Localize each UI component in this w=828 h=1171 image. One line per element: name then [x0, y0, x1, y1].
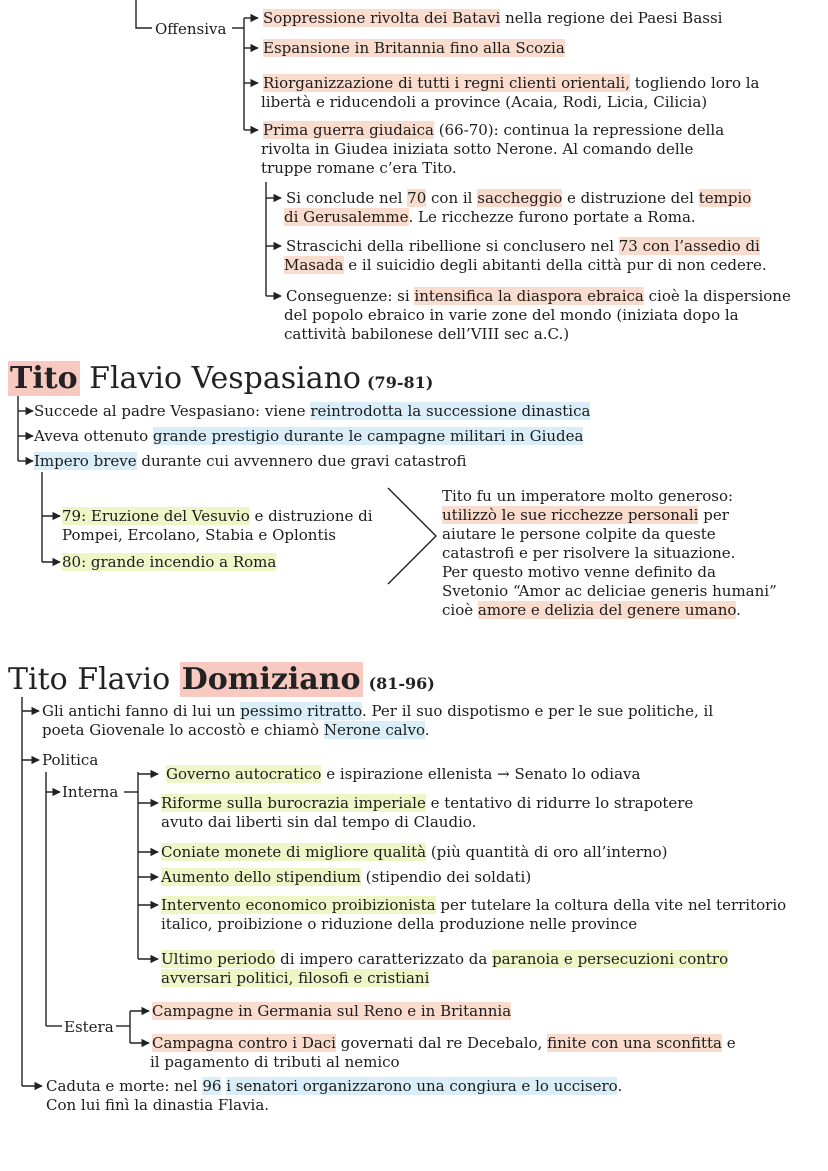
- highlight: 70: [407, 189, 427, 207]
- domiziano-item-ritratto-l2: [42, 721, 430, 740]
- offensive-item-regni: [263, 74, 760, 93]
- title-text: Flavio Vespasiano: [79, 361, 361, 396]
- text: poeta Giovenale lo accostò e chiamò: [42, 721, 324, 739]
- text: cioè la dispersione: [643, 287, 791, 305]
- offensive-item-batavi: [263, 9, 722, 28]
- highlight: Governo autocratico: [166, 765, 322, 783]
- offensive-item-guerra: [263, 121, 724, 140]
- text: (stipendio dei soldati): [360, 868, 532, 886]
- interna-label: Interna: [62, 783, 119, 801]
- highlight: utilizzò le sue ricchezze personali: [442, 506, 699, 524]
- text: nella regione dei Paesi Bassi: [500, 9, 723, 27]
- text: con il: [426, 189, 478, 207]
- highlight: 79: Eruzione del Vesuvio: [62, 507, 250, 525]
- tito-note-l6: Svetonio “Amor ac deliciae generis humani”: [442, 582, 777, 600]
- title-years: (79-81): [366, 373, 434, 392]
- text: Si conclude nel: [286, 189, 408, 207]
- text: Conseguenze: si: [286, 287, 415, 305]
- text: (66-70): continua la repressione della: [433, 121, 725, 139]
- text: .: [617, 1077, 623, 1095]
- domiziano-item-morte-l2: Con lui finì la dinastia Flavia.: [46, 1096, 270, 1114]
- tito-note-l4: catastrofi e per risolvere la situazione.: [442, 544, 736, 562]
- text: Gli antichi fanno di lui un: [42, 702, 241, 720]
- offensive-item-guerra-l2: rivolta in Giudea iniziata sotto Nerone. Al comando delle: [261, 140, 694, 158]
- text: e: [721, 1034, 736, 1052]
- highlight: intensifica la diaspora ebraica: [414, 287, 644, 305]
- text: governati dal re Decebalo,: [335, 1034, 548, 1052]
- highlight: amore e delizia del genere umano: [477, 601, 737, 619]
- tito-note-l2: [442, 506, 729, 525]
- text: . Le ricchezze furono portate a Roma.: [408, 208, 696, 226]
- text: e il suicidio degli abitanti della città pur di non cedere.: [343, 256, 767, 274]
- highlight: 73 con l’assedio di: [618, 237, 760, 255]
- sub-item-70: [286, 189, 751, 208]
- text: . Per il suo dispotismo e per le sue politiche, il: [361, 702, 714, 720]
- highlight: Prima guerra giudaica: [263, 121, 434, 139]
- text: di impero caratterizzato da: [275, 950, 493, 968]
- highlight: i senatori organizzarono una congiura e lo uccisero: [226, 1077, 618, 1095]
- title-highlight: Tito: [10, 361, 78, 396]
- text: Succede al padre Vespasiano: viene: [34, 402, 311, 420]
- highlight: 96: [202, 1077, 222, 1095]
- sub-item-73-l2: [284, 256, 767, 275]
- highlight: Intervento economico proibizionista: [161, 896, 436, 914]
- highlight: Impero breve: [34, 452, 137, 470]
- text: cioè: [442, 601, 478, 619]
- title-highlight: Domiziano: [181, 662, 361, 697]
- tito-catastrofe-incendio: [62, 553, 276, 572]
- text: e tentativo di ridurre lo strapotere: [425, 794, 694, 812]
- highlight: reintrodotta la successione dinastica: [310, 402, 591, 420]
- text: per: [698, 506, 729, 524]
- sub-item-conseguenze-l3: cattività babilonese dell’VIII sec a.C.): [284, 325, 570, 343]
- politica-label: Politica: [42, 751, 99, 769]
- interna-item-riforme-l2: avuto dai liberti sin dal tempo di Claudio.: [161, 813, 477, 831]
- domiziano-item-morte: [46, 1077, 622, 1096]
- highlight: Nerone calvo: [323, 721, 425, 739]
- text: Aveva ottenuto: [34, 427, 153, 445]
- text: durante cui avvennero due gravi catastrofi: [136, 452, 467, 470]
- tito-note-l7: [442, 601, 741, 620]
- highlight: Riforme sulla burocrazia imperiale: [161, 794, 426, 812]
- text: togliendo loro la: [630, 74, 760, 92]
- tito-item-prestigio: [34, 427, 583, 446]
- text: (più quantità di oro all’interno): [426, 843, 668, 861]
- highlight: Ultimo periodo: [161, 950, 276, 968]
- offensive-item-guerra-l3: truppe romane c’era Tito.: [261, 159, 457, 177]
- text: .: [736, 601, 741, 619]
- interna-item-intervento-l2: italico, proibizione o riduzione della produzione nelle province: [161, 915, 638, 933]
- highlight: Espansione in Britannia fino alla Scozia: [263, 39, 565, 57]
- interna-item-ultimo: [161, 950, 728, 969]
- tito-catastrofe-vesuvio-l2: Pompei, Ercolano, Stabia e Oplontis: [62, 526, 336, 544]
- interna-item-monete: [161, 843, 668, 862]
- text: per tutelare la coltura della vite nel territorio: [435, 896, 787, 914]
- estera-item-daci-l2: il pagamento di tributi al nemico: [150, 1053, 400, 1071]
- offensiva-label: Offensiva: [155, 20, 227, 38]
- sub-item-73: [286, 237, 760, 256]
- highlight: Soppressione rivolta dei Batavi: [263, 9, 501, 27]
- interna-item-ultimo-l2: [161, 969, 429, 988]
- text: Strascichi della ribellione si conclusero nel: [286, 237, 619, 255]
- highlight: Riorganizzazione di tutti i regni clienti orientali,: [263, 74, 630, 92]
- highlight: Masada: [284, 256, 344, 274]
- offensive-item-regni-cont: libertà e riducendoli a province (Acaia, Rodi, Licia, Cilicia): [261, 93, 708, 111]
- highlight: 80: grande incendio a Roma: [62, 553, 277, 571]
- text: e distruzione del: [562, 189, 699, 207]
- interna-item-intervento: [161, 896, 786, 915]
- text: Caduta e morte: nel: [46, 1077, 203, 1095]
- highlight: Coniate monete di migliore qualità: [161, 843, 427, 861]
- text: .: [424, 721, 430, 739]
- tito-note-l5: Per questo motivo venne definito da: [442, 563, 716, 581]
- text: e distruzione di: [249, 507, 373, 525]
- sub-item-conseguenze-l2: del popolo ebraico in varie zone del mondo (iniziata dopo la: [284, 306, 739, 324]
- highlight: di Gerusalemme: [284, 208, 409, 226]
- highlight: avversari politici, filosofi e cristiani: [161, 969, 430, 987]
- highlight: grande prestigio durante le campagne militari in Giudea: [152, 427, 584, 445]
- highlight: Campagne in Germania sul Reno e in Britannia: [152, 1002, 512, 1020]
- highlight: paranoia e persecuzioni contro: [492, 950, 729, 968]
- interna-item-riforme: [161, 794, 693, 813]
- domiziano-item-ritratto: [42, 702, 713, 721]
- highlight: pessimo ritratto: [240, 702, 362, 720]
- tito-item-impero-breve: [34, 452, 467, 471]
- estera-item-daci: [152, 1034, 736, 1053]
- text: e ispirazione ellenista → Senato lo odiava: [321, 765, 641, 783]
- highlight: saccheggio: [477, 189, 563, 207]
- tito-item-successione: [34, 402, 590, 421]
- sub-item-conseguenze: [286, 287, 791, 306]
- sub-item-70-l2: [284, 208, 696, 227]
- interna-item-stipendium: [161, 868, 531, 887]
- highlight: Campagna contro i Daci: [152, 1034, 336, 1052]
- offensive-item-britannia: [263, 39, 565, 58]
- tito-catastrofe-vesuvio: [62, 507, 373, 526]
- title-text: Tito Flavio: [8, 662, 180, 697]
- highlight: finite con una sconfitta: [547, 1034, 722, 1052]
- title-years: (81-96): [368, 674, 435, 693]
- section-title-tito: [8, 361, 433, 401]
- estera-label: Estera: [64, 1018, 114, 1036]
- interna-item-governo: [166, 765, 640, 784]
- section-title-domiziano: [8, 662, 435, 702]
- tito-note-l3: aiutare le persone colpite da queste: [442, 525, 716, 543]
- tito-note-l1: Tito fu un imperatore molto generoso:: [442, 487, 734, 505]
- highlight: Aumento dello stipendium: [161, 868, 361, 886]
- estera-item-germania: [152, 1002, 511, 1021]
- highlight: tempio: [698, 189, 752, 207]
